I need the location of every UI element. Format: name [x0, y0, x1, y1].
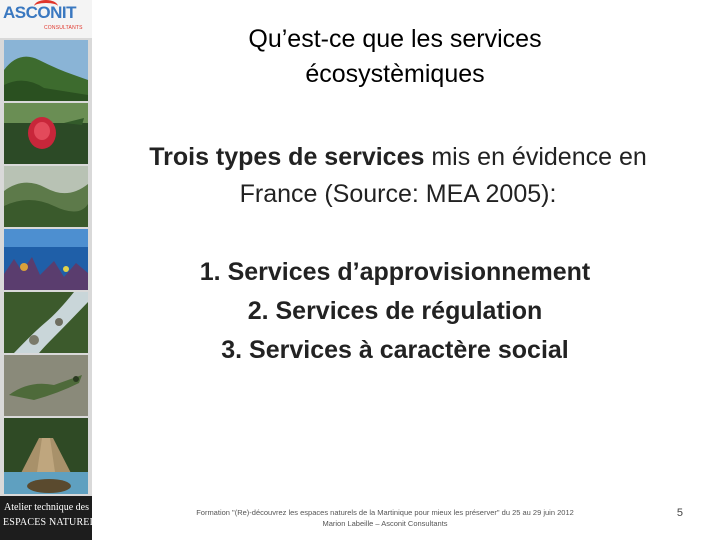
slide-footer	[160, 507, 610, 529]
intro-line2: France (Source: MEA 2005):	[239, 180, 557, 208]
title-line1: Qu’est-ce que les services	[248, 25, 542, 53]
misty-forest-photo	[4, 166, 88, 227]
atelier-line1: Atelier technique des	[4, 502, 89, 513]
list-item: 2. Services de régulation	[247, 297, 543, 325]
logo-text: ASCONIT	[3, 3, 76, 22]
logo-subtext: CONSULTANTS	[44, 25, 83, 31]
atelier-banner	[0, 496, 102, 540]
intro-text	[100, 139, 696, 213]
asconit-logo	[0, 0, 92, 38]
intro-bold: Trois types de services	[149, 143, 425, 171]
red-flower-photo	[4, 103, 88, 164]
slide-title	[120, 22, 670, 92]
intro-line1	[100, 139, 696, 176]
intro-rest: mis en évidence en	[424, 143, 647, 171]
atelier-line2: ESPACES NATURELS	[3, 517, 102, 528]
iguana-photo	[4, 355, 88, 416]
title-line2: écosystèmiques	[305, 60, 485, 88]
coastal-hills-photo	[4, 40, 88, 101]
list-item: 3. Services à caractère social	[221, 336, 569, 364]
river-stream-photo	[4, 292, 88, 353]
mangrove-boardwalk-photo	[4, 418, 88, 479]
list-item: 1. Services d’approvisionnement	[199, 258, 591, 286]
sea-turtle-photo	[4, 472, 88, 494]
page-number: 5	[676, 507, 683, 519]
footer-line1: Formation "(Re)-découvrez les espaces naturels de la Martinique pour mieux les préserver" du 25 au 29 juin 2012	[196, 508, 574, 517]
footer-line2: Marion Labeille – Asconit Consultants	[322, 519, 448, 528]
coral-reef-photo	[4, 229, 88, 290]
photo-sidebar	[0, 0, 102, 540]
services-list	[120, 253, 670, 370]
